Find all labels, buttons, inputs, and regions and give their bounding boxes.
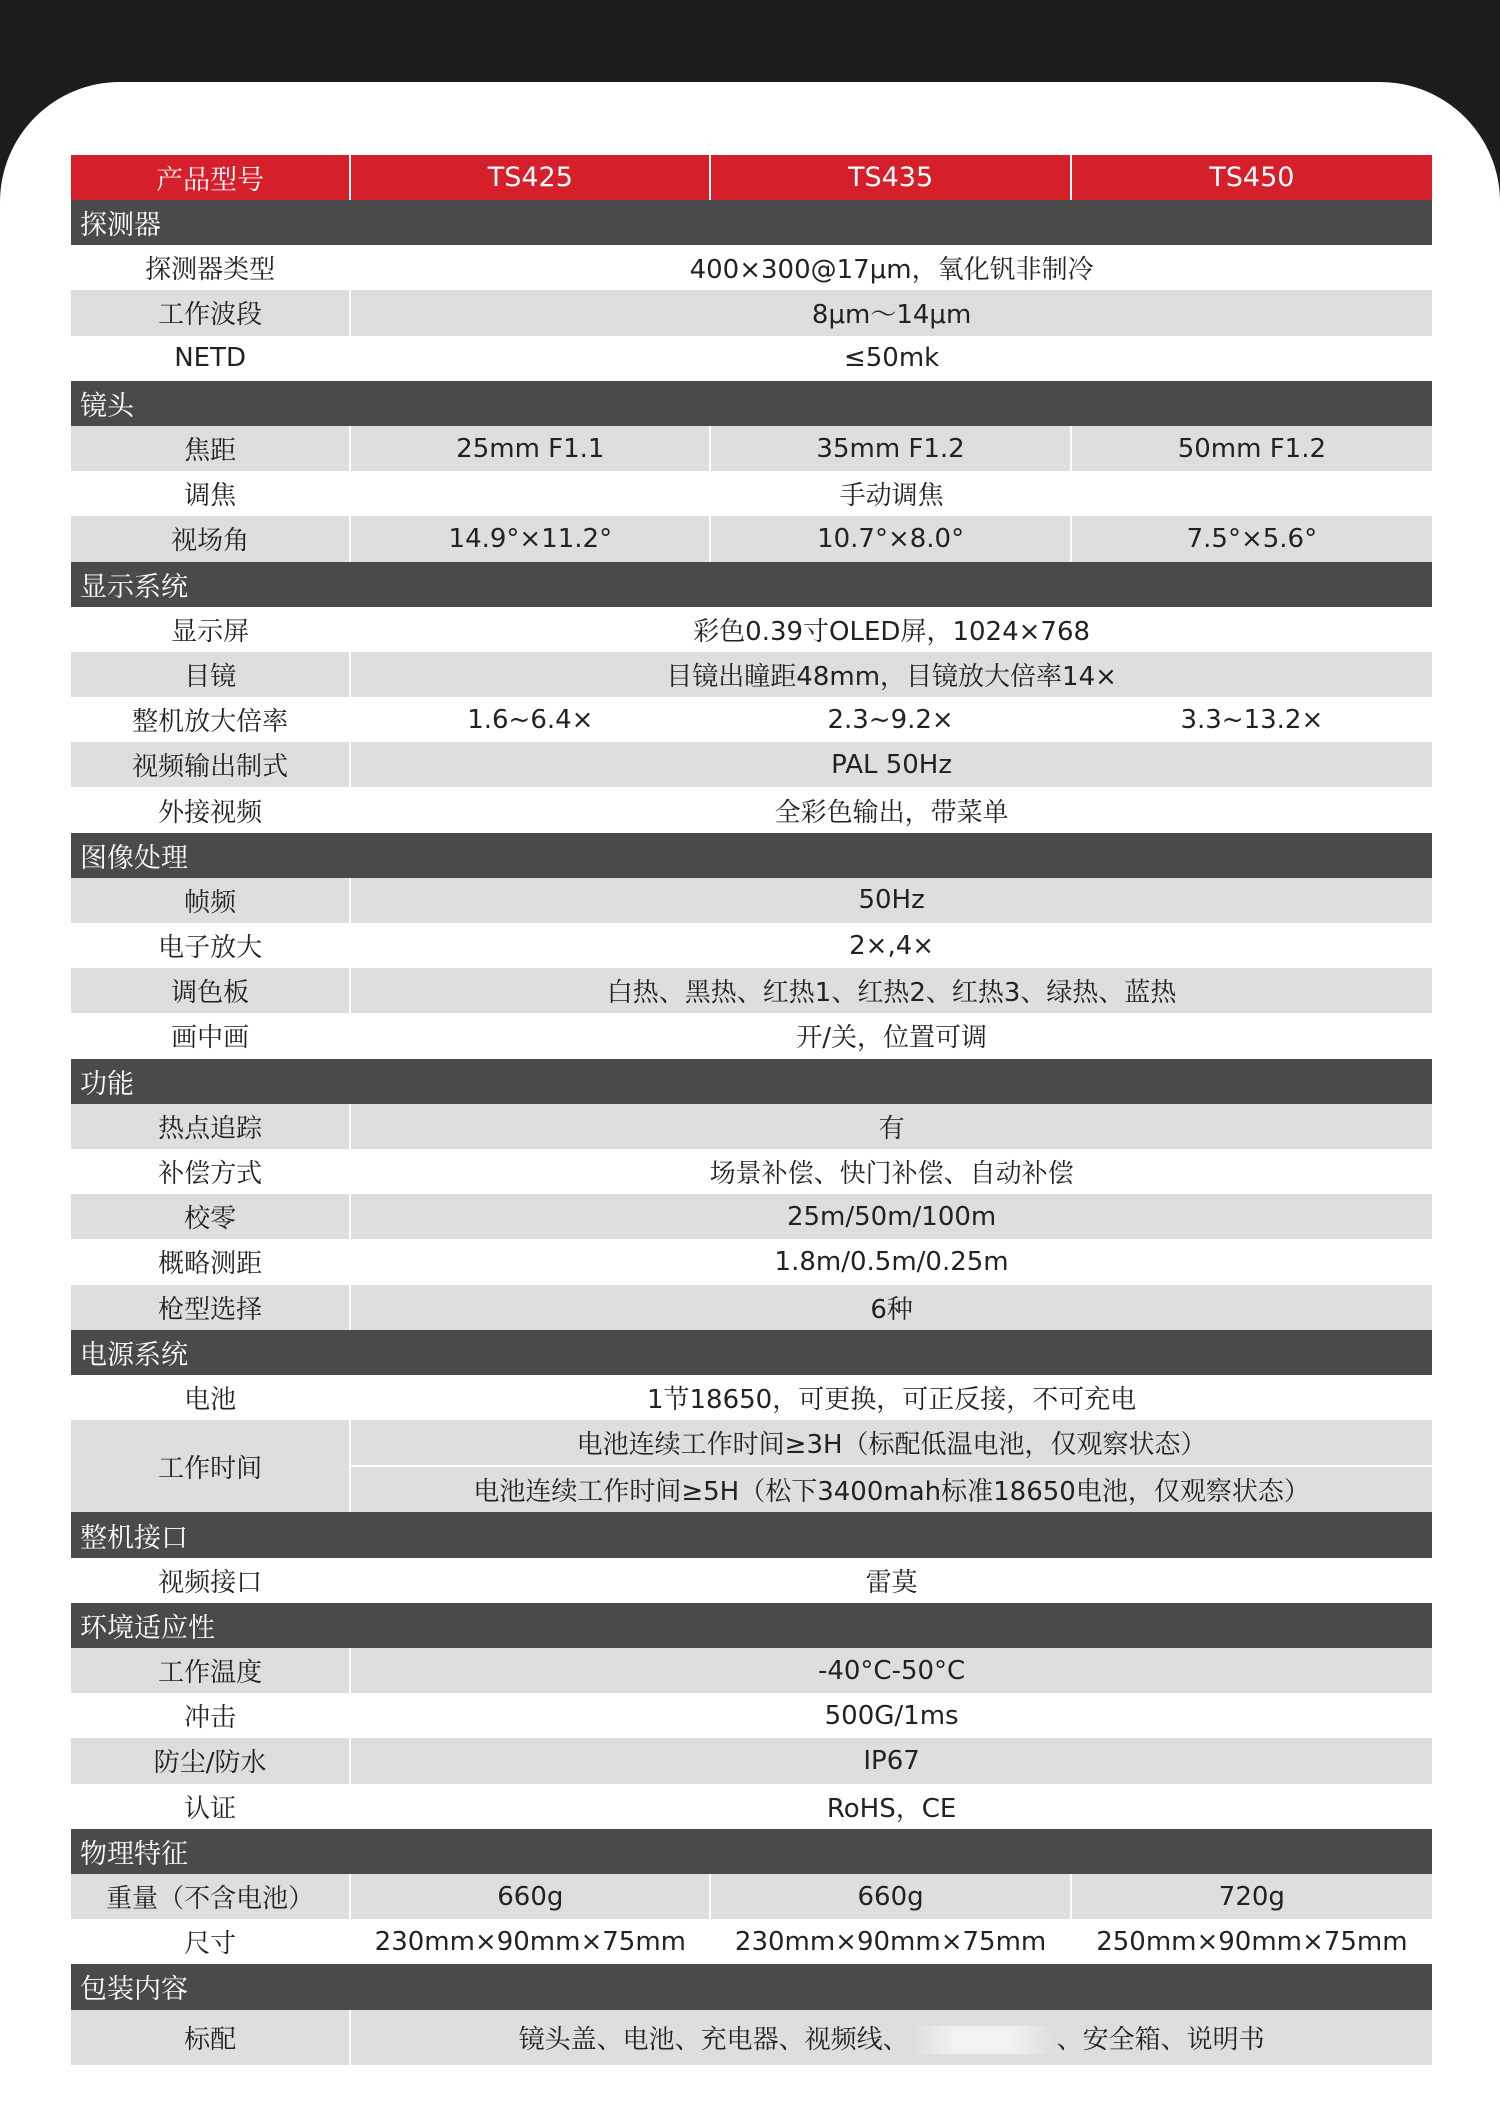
row-value: 白热、黑热、红热1、红热2、红热3、绿热、蓝热	[351, 968, 1432, 1013]
row-label: 焦距	[71, 426, 351, 471]
row-label: 认证	[71, 1784, 351, 1829]
row-value: 400×300@17μm，氧化钒非制冷	[351, 245, 1432, 290]
section-power	[71, 1330, 1432, 1375]
section-interface	[71, 1512, 1432, 1557]
section-title: 探测器	[71, 200, 1432, 245]
table-row	[71, 1874, 1432, 1919]
row-value: 14.9°×11.2°	[351, 516, 711, 561]
row-value: 有	[351, 1104, 1432, 1149]
section-image	[71, 833, 1432, 878]
row-label: 工作波段	[71, 290, 351, 335]
row-value: 雷莫	[351, 1558, 1432, 1603]
section-title: 物理特征	[71, 1829, 1432, 1874]
row-label: 电子放大	[71, 923, 351, 968]
section-detector	[71, 200, 1432, 245]
row-value: 2.3~9.2×	[711, 697, 1071, 742]
row-value: 250mm×90mm×75mm	[1072, 1919, 1432, 1964]
section-package	[71, 1964, 1432, 2009]
header-model-label: 产品型号	[71, 155, 351, 200]
row-label: 电池	[71, 1375, 351, 1420]
row-label: 尺寸	[71, 1919, 351, 1964]
row-value: 25m/50m/100m	[351, 1194, 1432, 1239]
package-items-a: 镜头盖、电池、充电器、视频线、	[518, 2024, 909, 2055]
row-value: -40°C-50°C	[351, 1648, 1432, 1693]
row-label: 视频接口	[71, 1558, 351, 1603]
row-value: 1节18650，可更换，可正反接，不可充电	[351, 1375, 1432, 1420]
row-value: 全彩色输出，带菜单	[351, 787, 1432, 832]
row-label: 视频输出制式	[71, 742, 351, 787]
package-items-b: 、安全箱、说明书	[1056, 2024, 1265, 2055]
table-row	[71, 290, 1432, 335]
row-value: 1.6~6.4×	[351, 697, 711, 742]
table-row	[71, 878, 1432, 923]
header-ts425: TS425	[351, 155, 711, 200]
row-label: 显示屏	[71, 607, 351, 652]
row-label: 热点追踪	[71, 1104, 351, 1149]
table-row	[71, 516, 1432, 561]
row-value: 3.3~13.2×	[1072, 697, 1432, 742]
row-value: 6种	[351, 1285, 1432, 1330]
row-label: NETD	[71, 336, 351, 381]
section-title: 镜头	[71, 381, 1432, 426]
table-row	[71, 1558, 1432, 1603]
table-row	[71, 336, 1432, 381]
row-value: 开/关，位置可调	[351, 1013, 1432, 1058]
section-function	[71, 1059, 1432, 1104]
row-value: ≤50mk	[351, 336, 1432, 381]
section-physical	[71, 1829, 1432, 1874]
section-title: 显示系统	[71, 562, 1432, 607]
table-row	[71, 1013, 1432, 1058]
blurred-region	[913, 2026, 1053, 2054]
row-value: 230mm×90mm×75mm	[351, 1919, 711, 1964]
section-environment	[71, 1603, 1432, 1648]
section-title: 整机接口	[71, 1512, 1432, 1557]
row-label: 整机放大倍率	[71, 697, 351, 742]
row-value: 电池连续工作时间≥3H（标配低温电池，仅观察状态）	[351, 1420, 1432, 1467]
table-row	[71, 742, 1432, 787]
row-value: 720g	[1072, 1874, 1432, 1919]
section-title: 功能	[71, 1059, 1432, 1104]
row-label: 冲击	[71, 1693, 351, 1738]
row-label: 重量（不含电池）	[71, 1874, 351, 1919]
table-row	[71, 968, 1432, 1013]
row-label: 探测器类型	[71, 245, 351, 290]
row-label: 补偿方式	[71, 1149, 351, 1194]
row-label: 概略测距	[71, 1239, 351, 1284]
table-row	[71, 1285, 1432, 1330]
section-title: 包装内容	[71, 1964, 1432, 2009]
row-label: 枪型选择	[71, 1285, 351, 1330]
row-value: 230mm×90mm×75mm	[711, 1919, 1071, 1964]
section-title: 图像处理	[71, 833, 1432, 878]
row-value	[351, 2010, 1432, 2065]
row-value: 手动调焦	[351, 471, 1432, 516]
row-value: 35mm F1.2	[711, 426, 1071, 471]
section-display	[71, 562, 1432, 607]
row-value: 场景补偿、快门补偿、自动补偿	[351, 1149, 1432, 1194]
table-row	[71, 1648, 1432, 1693]
section-title: 环境适应性	[71, 1603, 1432, 1648]
row-label: 调色板	[71, 968, 351, 1013]
row-value: 7.5°×5.6°	[1072, 516, 1432, 561]
table-row	[71, 652, 1432, 697]
row-label: 目镜	[71, 652, 351, 697]
section-title: 电源系统	[71, 1330, 1432, 1375]
table-row	[71, 1738, 1432, 1783]
row-value: 10.7°×8.0°	[711, 516, 1071, 561]
table-row	[71, 1420, 1432, 1467]
row-label: 防尘/防水	[71, 1738, 351, 1783]
row-value: 1.8m/0.5m/0.25m	[351, 1239, 1432, 1284]
table-row	[71, 1149, 1432, 1194]
row-value: 8μm～14μm	[351, 290, 1432, 335]
header-ts450: TS450	[1072, 155, 1432, 200]
table-header-row	[71, 155, 1432, 200]
table-row	[71, 471, 1432, 516]
row-value: 彩色0.39寸OLED屏，1024×768	[351, 607, 1432, 652]
row-label: 标配	[71, 2010, 351, 2065]
row-value: PAL 50Hz	[351, 742, 1432, 787]
row-value: IP67	[351, 1738, 1432, 1783]
row-label: 帧频	[71, 878, 351, 923]
row-label: 工作温度	[71, 1648, 351, 1693]
row-label: 视场角	[71, 516, 351, 561]
row-value: 50Hz	[351, 878, 1432, 923]
table-row	[71, 245, 1432, 290]
row-label: 画中画	[71, 1013, 351, 1058]
spec-table	[71, 155, 1432, 2065]
table-row	[71, 1239, 1432, 1284]
table-row	[71, 697, 1432, 742]
row-value: 660g	[351, 1874, 711, 1919]
row-value: 660g	[711, 1874, 1071, 1919]
table-row	[71, 607, 1432, 652]
table-row	[71, 1194, 1432, 1239]
table-row	[71, 1919, 1432, 1964]
row-label: 校零	[71, 1194, 351, 1239]
row-label: 工作时间	[71, 1420, 351, 1512]
table-row	[71, 923, 1432, 968]
row-label: 调焦	[71, 471, 351, 516]
row-value: 2×,4×	[351, 923, 1432, 968]
table-row	[71, 787, 1432, 832]
table-row	[71, 1375, 1432, 1420]
row-value: 50mm F1.2	[1072, 426, 1432, 471]
table-row	[71, 1104, 1432, 1149]
row-value: 电池连续工作时间≥5H（松下3400mah标准18650电池，仅观察状态）	[351, 1467, 1432, 1512]
row-value: 目镜出瞳距48mm，目镜放大倍率14×	[351, 652, 1432, 697]
table-row	[71, 1693, 1432, 1738]
row-value: 500G/1ms	[351, 1693, 1432, 1738]
table-row	[71, 426, 1432, 471]
table-row	[71, 1784, 1432, 1829]
row-value: 25mm F1.1	[351, 426, 711, 471]
row-value: RoHS，CE	[351, 1784, 1432, 1829]
section-lens	[71, 381, 1432, 426]
row-label: 外接视频	[71, 787, 351, 832]
table-row	[71, 2010, 1432, 2065]
header-ts435: TS435	[711, 155, 1071, 200]
